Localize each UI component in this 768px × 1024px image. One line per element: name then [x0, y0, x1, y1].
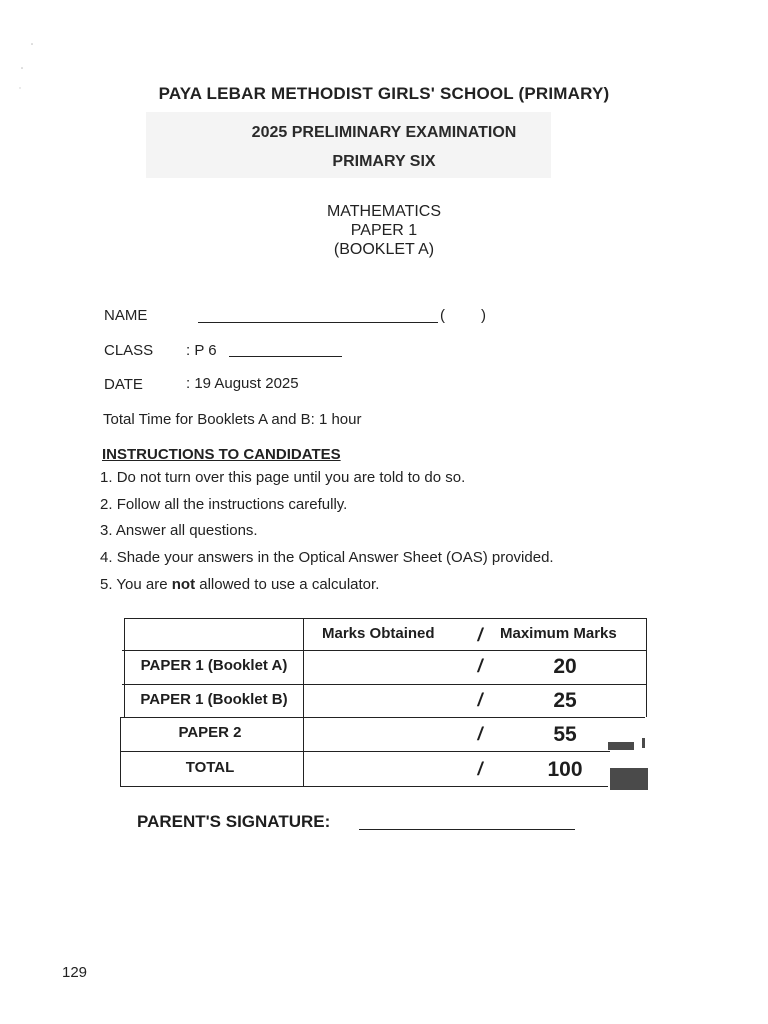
- row-max-marks: 20: [553, 655, 577, 678]
- instruction-number: 2.: [100, 496, 113, 513]
- exam-title: 2025 PRELIMINARY EXAMINATION: [251, 124, 517, 141]
- parent-signature-field[interactable]: [359, 829, 575, 830]
- instruction-item: [100, 549, 554, 566]
- scan-smudge: [642, 738, 645, 748]
- subject-block: [0, 202, 768, 259]
- row-max-marks: 25: [553, 689, 577, 712]
- level-title: PRIMARY SIX: [332, 153, 436, 170]
- date-label: DATE: [104, 376, 143, 393]
- table-rule: [124, 618, 647, 619]
- index-bracket-close: ): [481, 307, 486, 324]
- scan-smudge: [610, 768, 648, 790]
- instruction-item: [100, 496, 347, 513]
- instruction-text-after: allowed to use a calculator.: [195, 576, 380, 593]
- booklet-title: (BOOKLET A): [333, 241, 435, 258]
- class-field[interactable]: [229, 356, 342, 357]
- row-label: PAPER 2: [178, 724, 242, 741]
- row-slash: /: [477, 724, 483, 744]
- total-time: Total Time for Booklets A and B: 1 hour: [103, 411, 362, 428]
- row-label: PAPER 1 (Booklet A): [140, 657, 288, 674]
- header-maximum-marks: Maximum Marks: [500, 625, 617, 642]
- class-label: CLASS: [104, 342, 154, 359]
- instruction-text-before: You are: [116, 576, 172, 593]
- instruction-text: Answer all questions.: [115, 522, 258, 539]
- header-slash: /: [477, 625, 483, 645]
- instruction-number: 1.: [100, 469, 113, 486]
- instruction-text: Shade your answers in the Optical Answer Sheet (OAS) provided.: [116, 549, 554, 566]
- table-rule: [121, 717, 645, 718]
- instruction-text-bold: not: [171, 576, 196, 593]
- table-rule: [120, 751, 610, 752]
- table-rule: [646, 618, 647, 717]
- instruction-number: 5.: [100, 576, 113, 593]
- table-rule: [122, 684, 646, 685]
- paper-title: PAPER 1: [350, 222, 418, 239]
- class-value: : P 6: [186, 342, 217, 359]
- parent-signature-label: PARENT'S SIGNATURE:: [137, 812, 331, 831]
- instruction-item: [100, 576, 379, 593]
- instruction-text: Follow all the instructions carefully.: [116, 496, 348, 513]
- table-rule: [120, 786, 608, 787]
- header-marks-obtained: Marks Obtained: [322, 625, 435, 642]
- instruction-number: 3.: [100, 522, 113, 539]
- name-label: NAME: [104, 307, 148, 324]
- instructions-title: INSTRUCTIONS TO CANDIDATES: [102, 446, 341, 463]
- row-max-marks: 55: [553, 723, 577, 746]
- row-slash: /: [477, 656, 483, 676]
- page-number: 129: [62, 964, 88, 981]
- scan-smudge: [608, 742, 634, 750]
- row-slash: /: [477, 759, 483, 779]
- instruction-number: 4.: [100, 549, 113, 566]
- subject-title: MATHEMATICS: [326, 203, 442, 220]
- row-max-marks: 100: [547, 758, 583, 781]
- row-label: TOTAL: [185, 759, 235, 776]
- row-label: PAPER 1 (Booklet B): [140, 691, 288, 708]
- instruction-text: Do not turn over this page until you are told to do so.: [116, 469, 466, 486]
- table-rule: [122, 650, 647, 651]
- date-value: : 19 August 2025: [186, 375, 299, 392]
- index-bracket-open: (: [440, 307, 445, 324]
- name-field[interactable]: [198, 322, 438, 323]
- instruction-item: [100, 522, 258, 539]
- school-name: PAYA LEBAR METHODIST GIRLS' SCHOOL (PRIMARY): [158, 84, 610, 103]
- instruction-item: [100, 469, 465, 486]
- row-slash: /: [477, 690, 483, 710]
